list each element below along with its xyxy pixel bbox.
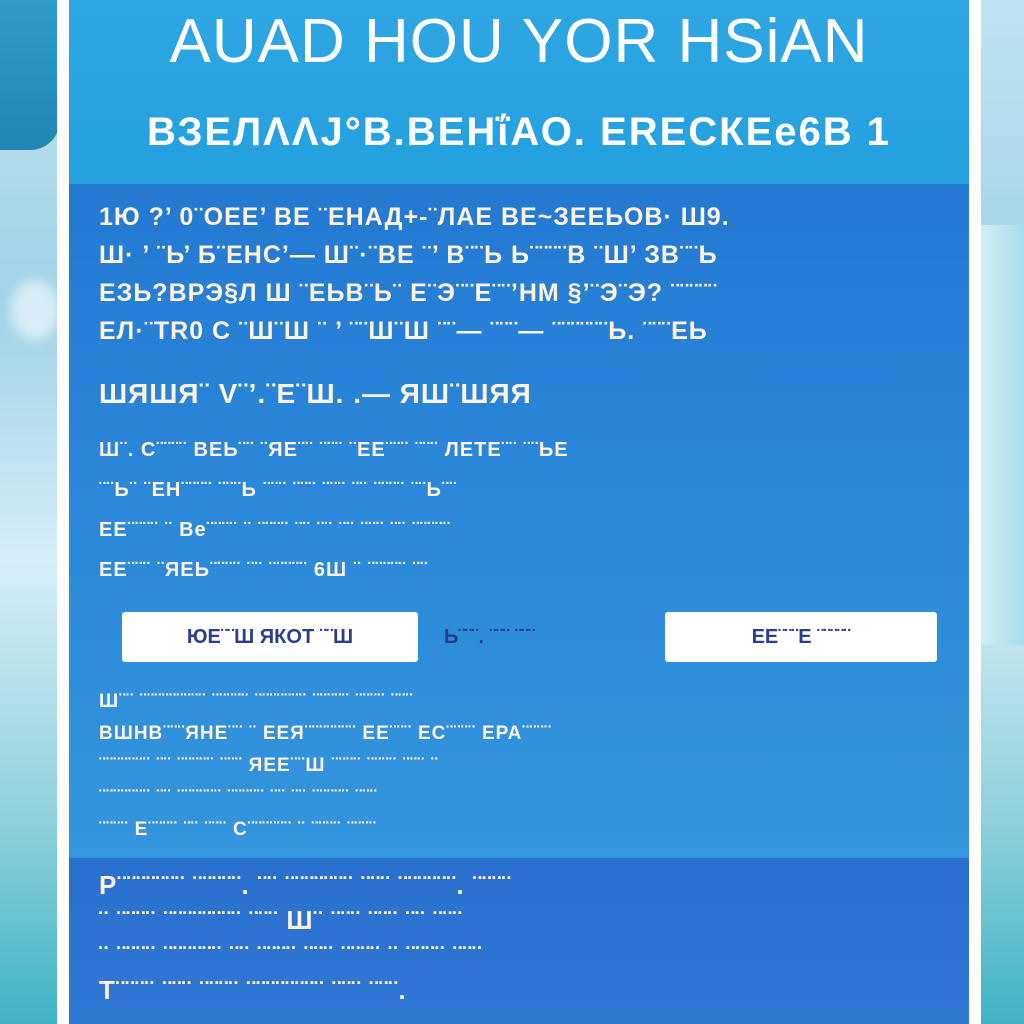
footer-paragraph bbox=[99, 868, 939, 1008]
secondary-action-button[interactable]: ЕЕ¨¨¨Е ¨¨¨¨¨ bbox=[665, 612, 937, 662]
details-line: ЕЕ¨¨¨ ¨ЯЕЬ¨¨¨¨ ¨¨ ¨¨¨¨¨ 6Ш ¨ ¨¨¨¨¨ ¨¨ bbox=[99, 559, 429, 581]
details-line: ¨¨Ь¨ ¨ЕН¨¨¨¨ ¨¨¨Ь ¨¨¨ ¨¨¨ ¨¨¨ ¨¨ ¨¨¨¨ ¨¨Ь¨¨ bbox=[99, 479, 458, 501]
poster-body bbox=[69, 184, 969, 864]
intro-line: 1Ю ?’ 0¨ОЕЕ’ ВЕ ¨ЕНАД+-¨ЛАЕ ВЕ~ЗЕЕЬОВ· Ш9. bbox=[99, 203, 730, 231]
body-line: Ш¨¨ ¨¨¨¨¨¨¨¨¨ ¨¨¨¨¨ ¨¨¨¨¨¨¨ ¨¨¨¨¨ ¨¨¨¨ ¨¨¨ bbox=[99, 691, 414, 712]
footer-line: Т¨¨¨¨ ¨¨¨ ¨¨¨¨ ¨¨¨¨¨¨¨¨ ¨¨¨ ¨¨¨. bbox=[99, 975, 407, 1005]
body-line: ¨¨¨¨¨¨¨ ¨¨ ¨¨¨¨¨¨ ¨¨¨¨¨ ¨¨ ¨¨ ¨¨¨¨¨ ¨¨¨ bbox=[99, 787, 378, 808]
intro-paragraph bbox=[99, 198, 939, 350]
section-heading: ШЯШЯ¨ V¨’.¨Е¨Ш. .— ЯШ¨ШЯЯ bbox=[99, 378, 532, 409]
poster-footer bbox=[69, 858, 969, 1024]
details-line: ЕЕ¨¨¨¨ ¨ Ве¨¨¨¨ ¨ ¨¨¨¨ ¨¨ ¨¨ ¨¨ ¨¨¨ ¨¨ ¨¨¨¨¨ bbox=[99, 519, 451, 541]
background-right-panel bbox=[974, 225, 1024, 645]
poster-subtitle: ВЗЕЛΛΛJ°В.ВЕНΐАО. ЕRЕСКЕe6В 1 bbox=[147, 110, 891, 154]
poster bbox=[57, 0, 981, 1024]
footer-line: ¨ ¨¨¨¨ ¨¨¨¨¨¨¨¨ ¨¨¨ Ш¨ ¨¨¨ ¨¨¨ ¨¨ ¨¨¨ bbox=[99, 905, 463, 935]
body-line: ¨¨¨¨ Е¨¨¨¨ ¨¨ ¨¨¨ С¨¨¨¨¨¨ ¨ ¨¨¨¨ ¨¨¨¨ bbox=[99, 819, 377, 840]
details-paragraph bbox=[99, 430, 939, 590]
background-left-tab bbox=[0, 0, 60, 150]
poster-title: AUAD HOU YOR HSiAN bbox=[169, 7, 869, 76]
details-line: Ш¨. С¨¨¨¨ ВЕЬ¨¨ ¨ЯЕ¨¨ ¨¨¨ ¨ЕЕ¨¨¨ ¨¨¨ ЛЕТЕ¨¨ ¨¨ЬЕ bbox=[99, 439, 569, 461]
footer-line: ¨ ¨¨¨¨ ¨¨¨¨¨¨ ¨¨ ¨¨¨¨ ¨¨¨ ¨¨¨¨ ¨ ¨¨¨¨ ¨¨¨ bbox=[99, 940, 483, 970]
background-glow bbox=[10, 280, 60, 340]
body-paragraph bbox=[99, 686, 939, 846]
body-line: ¨¨¨¨¨¨¨ ¨¨ ¨¨¨¨¨ ¨¨¨ ЯЕЕ¨¨Ш ¨¨¨¨ ¨¨¨¨ ¨¨¨ ¨ bbox=[99, 755, 439, 776]
button-row bbox=[109, 612, 929, 664]
middle-link[interactable]: Ь¨¨¨. ¨¨¨ ¨¨¨ bbox=[444, 626, 535, 648]
primary-action-button[interactable]: ЮЕ¨¨Ш ЯКОТ ¨¨Ш bbox=[122, 612, 418, 662]
intro-line: ЕЗЬ?ВРЭ§Л Ш ¨ЕЬВ¨Ь¨ Е¨Э¨¨Е¨¨’НМ §’¨Э¨Э? ¨¨¨¨¨ bbox=[99, 279, 718, 307]
body-line: ВШНВ¨¨¨ЯНЕ¨¨ ¨ ЕЕЯ¨¨¨¨¨¨¨ ЕЕ¨¨¨ ЕС¨¨¨¨ ЕРА¨¨¨¨ bbox=[99, 723, 552, 744]
intro-line: ЕЛ·¨ТR0 С ¨Ш¨Ш ¨ ’ ¨¨Ш¨Ш ¨¨— ¨¨¨— ¨¨¨¨¨¨Ь. ¨¨¨ЕЬ bbox=[99, 317, 708, 345]
poster-header bbox=[69, 0, 969, 184]
footer-line: Р¨¨¨¨¨¨¨ ¨¨¨¨¨. ¨¨ ¨¨¨¨¨¨¨ ¨¨¨ ¨¨¨¨¨¨. ¨¨¨¨ bbox=[99, 870, 512, 900]
intro-line: Ш· ’ ¨Ь’ Б¨ЕНС’— Ш¨·¨ВЕ ¨’ В¨¨Ь Ь¨¨¨¨В ¨Ш’ ЗВ¨¨Ь bbox=[99, 241, 718, 269]
